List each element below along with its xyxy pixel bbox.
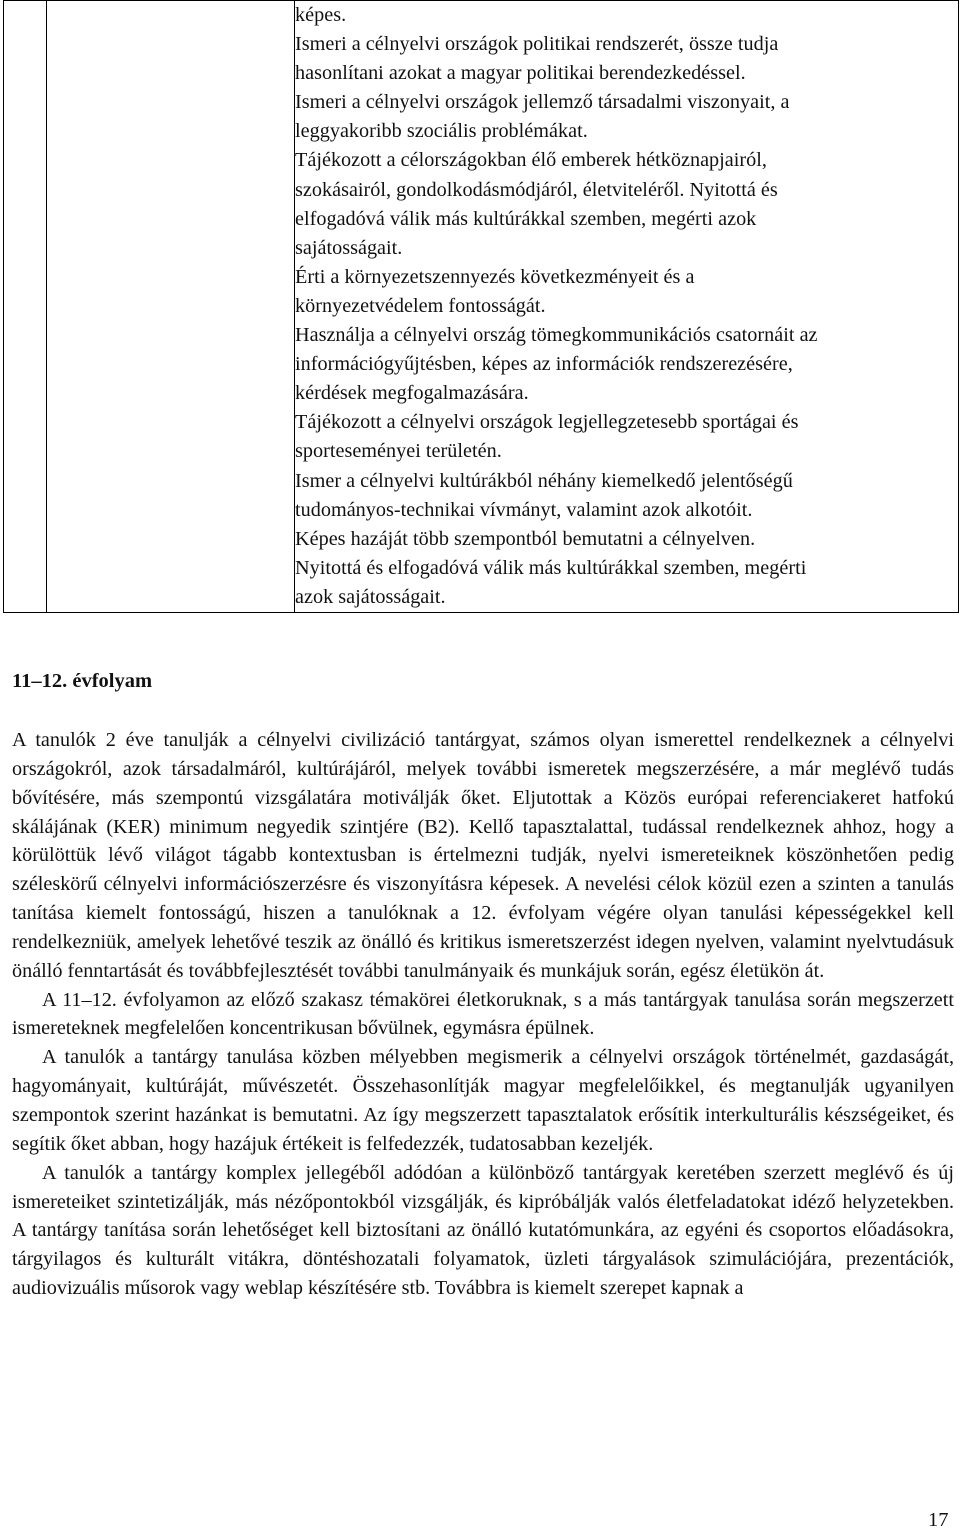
cell-line: kérdések megfogalmazására. (295, 382, 529, 405)
cell-line: Ismeri a célnyelvi országok jellemző társadalmi viszonyait, a (295, 91, 790, 114)
paragraph: A tanulók a tantárgy tanulása közben mélyebben megismerik a célnyelvi országok történelmét, gazdaságát, hagyományait, kultúráját, művészetét. Összehasonlítják magyar megfelelőikkel, és megtanulják ugyanilyen szempontok szerint hazánkat is bemutatni. Az így megszerzett tapasztalatok erősítik interkulturális készségeiket, és segítik őket abban, hogy hazájuk értékeit is felfedezzék, tudatosabban kezeljék. (12, 1046, 954, 1155)
cell-line: Nyitottá és elfogadóvá válik más kultúrákkal szemben, megérti (295, 556, 807, 579)
cell-line: Képes hazáját több szempontból bemutatni a célnyelven. (295, 527, 756, 550)
cell-line: hasonlítani azokat a magyar politikai berendezkedéssel. (295, 62, 746, 85)
empty-cell-narrow (4, 1, 47, 613)
cell-line: környezetvédelem fontosságát. (295, 294, 546, 317)
requirements-cell (295, 1, 959, 613)
cell-line: Érti a környezetszennyezés következményeit és a (295, 265, 695, 288)
empty-cell-topic (47, 1, 295, 613)
requirements-table (3, 0, 959, 613)
body-text (12, 726, 954, 1303)
cell-line: tudományos-technikai vívmányt, valamint azok alkotóit. (295, 498, 753, 521)
cell-line: azok sajátosságait. (295, 585, 446, 608)
cell-line: Ismeri a célnyelvi országok politikai rendszerét, össze tudja (295, 33, 779, 56)
cell-line: leggyakoribb szociális problémákat. (295, 120, 588, 143)
paragraph: A 11–12. évfolyamon az előző szakasz témakörei életkoruknak, s a más tantárgyak tanulása során megszerzett ismereteknek megfelelően koncentrikusan bővülnek, egymásra épülnek. (12, 988, 954, 1040)
cell-line: Ismer a célnyelvi kultúrákból néhány kiemelkedő jelentőségű (295, 469, 793, 492)
paragraph: A tanulók 2 éve tanulják a célnyelvi civilizáció tantárgyat, számos olyan ismerettel rendelkeznek a célnyelvi országokról, azok társadalmáról, kultúrájáról, melyek további ismeretek megszerzésére, a már meglévő tudás bővítésére, más szempontú vizsgálatára motiválják őket. Eljutottak a Közös európai referenciakeret hatfokú skálájának (KER) minimum negyedik szintjére (B2). Kellő tapasztalattal, tudással rendelkeznek ahhoz, hogy a körülöttük lévő világot tágabb kontextusban is értelmezni tudják, nyelvi ismereteiknek köszönhetően pedig széleskörű célnyelvi információszerzésre és viszonyításra képesek. A nevelési célok közül ezen a szinten a tanulás tanítása kiemelt fontosságú, hiszen a tanulóknak a 12. évfolyam végére olyan tanulási képességekkel kell rendelkezniük, amelyek lehetővé teszik az önálló és kritikus ismeretszerzést idegen nyelven, valamint nyelvtudásuk önálló fenntartását és továbbfejlesztését további tanulmányaik és munkájuk során, egész életükön át. (12, 729, 954, 982)
cell-line: Használja a célnyelvi ország tömegkommunikációs csatornáit az (295, 324, 818, 347)
cell-line: sporteseményei területén. (295, 440, 502, 463)
table-row (4, 1, 959, 613)
cell-line: Tájékozott a célnyelvi országok legjellegzetesebb sportágai és (295, 411, 799, 434)
cell-line: elfogadóvá válik más kultúrákkal szemben, megérti azok (295, 207, 757, 230)
cell-line: sajátosságait. (295, 236, 403, 259)
section-heading: 11–12. évfolyam (12, 670, 153, 692)
cell-line: képes. (295, 4, 347, 26)
cell-line: információgyűjtésben, képes az információk rendszerezésére, (295, 353, 793, 376)
cell-line: Tájékozott a célországokban élő emberek hétköznapjairól, (295, 149, 767, 172)
page-number: 17 (928, 1509, 949, 1531)
paragraph: A tanulók a tantárgy komplex jellegéből adódóan a különböző tantárgyak keretében szerzett meglévő és új ismereteiket szintetizálják, más nézőpontokból vizsgálják, és kipróbálják valós életfeladatokat idéző helyzetekben. A tantárgy tanítása során lehetőséget kell biztosítani az önálló kutatómunkára, az egyéni és csoportos előadásokra, tárgyilagos és kulturált vitákra, döntéshozatali folyamatok, üzleti tárgyalások szimulációjára, prezentációk, audiovizuális műsorok vagy weblap készítésére stb. Továbbra is kiemelt szerepet kapnak a (12, 1161, 954, 1300)
requirements-table-container (3, 0, 959, 609)
cell-line: szokásairól, gondolkodásmódjáról, életviteléről. Nyitottá és (295, 178, 778, 201)
